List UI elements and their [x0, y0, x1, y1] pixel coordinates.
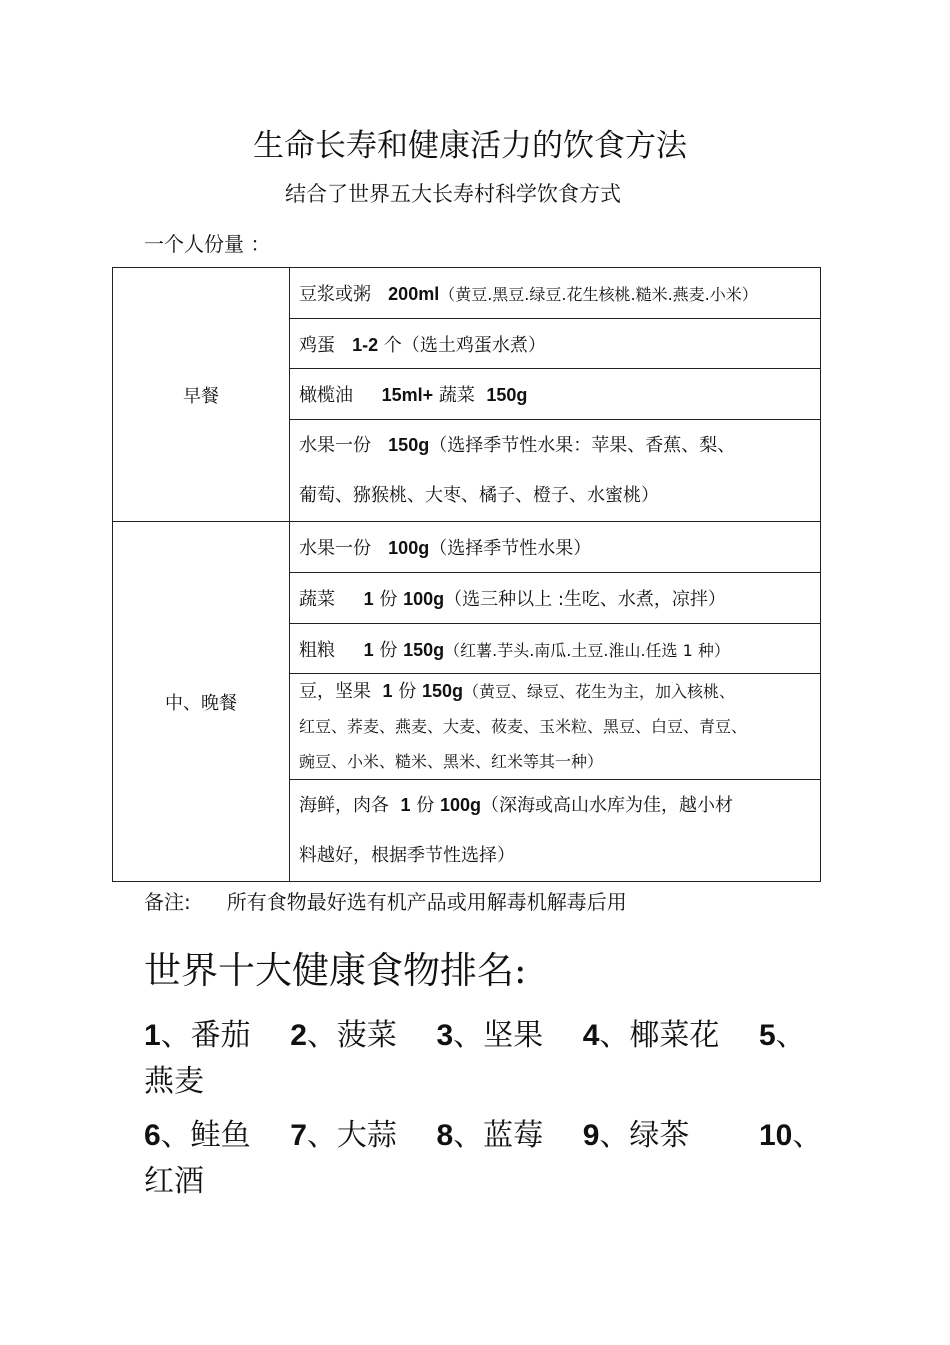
breakfast-item-fruit: [290, 420, 821, 522]
ranking-title: 世界十大健康食物排名:: [144, 949, 527, 992]
note-text: 所有食物最好选有机产品或用解毒机解毒后用: [226, 890, 627, 914]
item-detail: （深海或高山水库为佳，越小材: [480, 795, 733, 816]
item-amount: 15ml+: [381, 385, 434, 405]
item-detail: （黄豆.黑豆.绿豆.花生核桃.糙米.燕麦.小米）: [439, 285, 758, 304]
item-amount: 1-2: [352, 334, 379, 355]
food-ranking-line-2: [144, 1056, 204, 1100]
food-ranking-line-1: [144, 1010, 806, 1054]
item-amount: 1: [363, 589, 374, 609]
lunch-item-vegetables: [290, 573, 821, 624]
item-unit: 份: [379, 589, 398, 610]
item-detail-3: 豌豆、小米、糙米、黑米、红米等其一种）: [299, 752, 604, 771]
item-detail-2: 料越好，根据季节性选择）: [299, 845, 515, 866]
food-item: 红酒: [144, 1164, 204, 1199]
portion-label: 一个人份量 ：: [144, 232, 271, 256]
item-name: 水果一份: [299, 538, 371, 559]
page-subtitle: 结合了世界五大长寿村科学饮食方式: [285, 182, 621, 206]
lunch-item-fruit: [290, 522, 821, 573]
item-amount: 1: [363, 639, 374, 660]
food-item: 1、番茄: [144, 1018, 251, 1053]
item-unit: 份: [379, 639, 398, 661]
item-detail: （黄豆、绿豆、花生为主，加入核桃、: [462, 682, 735, 701]
item-name: 橄榄油: [299, 385, 353, 406]
item-name: 鸡蛋: [299, 334, 335, 356]
food-item: 2、菠菜: [290, 1018, 397, 1053]
item-amount: 100g: [388, 538, 430, 558]
food-item: 4、椰菜花: [582, 1018, 720, 1053]
food-ranking-line-3: [144, 1110, 822, 1154]
food-item: 7、大蒜: [290, 1118, 397, 1153]
page-title: 生命长寿和健康活力的饮食方法: [253, 128, 687, 164]
item-unit: 份: [398, 681, 417, 702]
lunch-item-seafood-meat: [290, 780, 821, 882]
breakfast-item-soymilk: [290, 268, 821, 319]
meal-table: [112, 267, 821, 882]
food-item: 3、坚果: [436, 1018, 544, 1053]
item-detail: （选择季节性水果）: [429, 538, 592, 559]
item-name: 粗粮: [299, 639, 335, 661]
meal-cell-lunch-dinner: 中、晚餐: [113, 522, 290, 882]
item-name: 蔬菜: [299, 589, 335, 610]
item-amount: 1: [382, 681, 393, 701]
food-ranking-line-4: [144, 1156, 204, 1200]
item-detail-2: 红豆、荞麦、燕麦、大麦、莜麦、玉米粒、黑豆、白豆、青豆、: [299, 717, 748, 736]
item-amount-2: 100g: [439, 795, 481, 815]
food-item: 10、: [758, 1118, 823, 1153]
food-item: 8、蓝莓: [436, 1118, 544, 1153]
food-item: 5、: [758, 1018, 806, 1053]
item-unit: 份: [416, 795, 435, 816]
item-amount-2: 150g: [421, 681, 463, 701]
item-amount-2: 150g: [403, 639, 445, 660]
food-item: 9、绿茶: [582, 1118, 690, 1153]
item-amount-2: 100g: [403, 589, 445, 609]
breakfast-item-oil-vegetables: [290, 369, 821, 420]
item-detail: （红薯.芋头.南瓜.土豆.淮山.任选 1 种）: [444, 640, 730, 660]
lunch-item-beans-nuts: [290, 674, 821, 780]
item-name: 豆，坚果: [299, 681, 371, 702]
item-amount: 150g: [388, 435, 430, 455]
item-amount: 1: [400, 795, 411, 815]
item-detail: （选三种以上 :生吃、水煮，凉拌）: [444, 589, 726, 610]
note: [144, 886, 627, 915]
note-label: 备注:: [144, 890, 191, 914]
meal-cell-breakfast: 早餐: [113, 268, 290, 522]
item-amount: 200ml: [388, 284, 440, 304]
item-name: 海鲜，肉各: [299, 795, 389, 816]
item-detail: （选择季节性水果：苹果、香蕉、梨、: [429, 435, 736, 456]
item-name: 豆浆或粥: [299, 284, 371, 305]
food-item: 燕麦: [144, 1064, 204, 1099]
item-name: 水果一份: [299, 435, 371, 456]
table-row: [113, 268, 821, 319]
item-amount-2: 150g: [486, 385, 528, 405]
item-detail-2: 葡萄、猕猴桃、大枣、橘子、橙子、水蜜桃）: [299, 485, 659, 506]
breakfast-item-egg: [290, 319, 821, 369]
item-detail: 个（选土鸡蛋水煮）: [383, 334, 546, 356]
lunch-item-grains: [290, 624, 821, 674]
table-row: [113, 522, 821, 573]
item-name-2: 蔬菜: [438, 385, 475, 406]
food-item: 6、鲑鱼: [144, 1118, 251, 1153]
